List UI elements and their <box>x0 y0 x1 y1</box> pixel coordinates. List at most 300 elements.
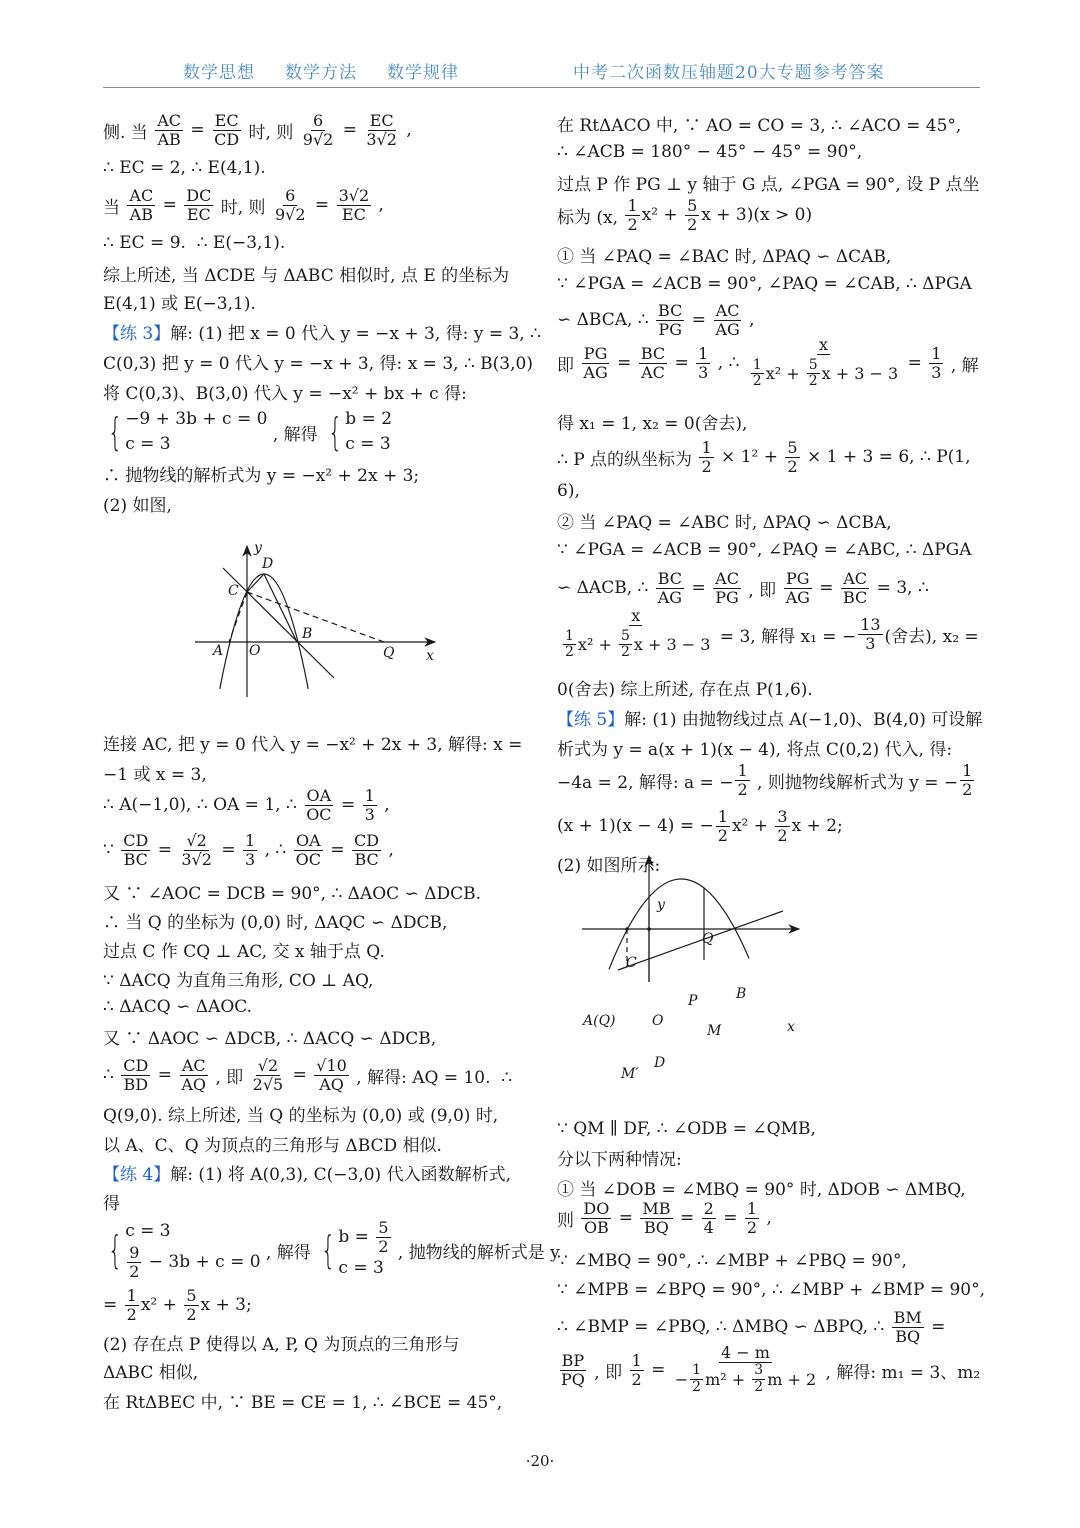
text-run: 1 <box>717 806 728 826</box>
header-topic: 数学方法 <box>285 63 357 83</box>
text-line <box>557 406 747 436</box>
text-run: 分以下两种情况: <box>557 1149 682 1170</box>
fraction <box>273 187 308 224</box>
text-run: ① 当 ∠DOB = ∠MBQ = 90° 时, ΔDOB ∽ ΔMBQ, <box>557 1179 966 1200</box>
fraction <box>125 1287 139 1324</box>
text-run: = <box>686 310 712 330</box>
denominator <box>960 781 974 799</box>
fraction <box>699 439 713 476</box>
label-d: D <box>654 1055 666 1071</box>
label-x: x <box>787 1019 795 1035</box>
text-run: 在 RtΔACO 中, ∵ AO = CO = 3, ∴ ∠ACO = 45°, <box>557 115 962 136</box>
fraction <box>656 570 684 607</box>
text-run: 0(舍去) 综上所述, 存在点 P(1,6). <box>557 679 813 700</box>
text-run: AG <box>657 587 683 607</box>
text-run: ∴ 抛物线的解析式为 y = −x² + 2x + 3; <box>103 465 420 486</box>
text-run: ∴ ∠BMP = ∠PBQ, ∴ ΔMBQ ∽ ΔBPQ, ∴ <box>557 1317 890 1337</box>
text-run: 2 <box>620 644 630 661</box>
text-run: (舍去), x₂ = <box>884 626 979 647</box>
text-run: 解: (1) 由抛物线过点 A(−1,0)、B(4,0) 可设解 <box>624 709 983 730</box>
text-run: , 即 <box>742 580 782 601</box>
text-run: 将 C(0,3)、B(3,0) 代入 y = −x² + bx + c 得: <box>103 383 467 404</box>
fraction <box>184 187 213 224</box>
numerator <box>751 358 764 375</box>
numerator <box>352 832 381 851</box>
numerator <box>841 570 869 589</box>
header-divider <box>103 87 980 88</box>
text-run: AC <box>715 300 740 320</box>
denominator <box>364 131 399 149</box>
text-line <box>557 806 843 845</box>
text-run: ∽ ΔBCA, ∴ <box>557 310 655 330</box>
text-run: 3 <box>698 362 709 382</box>
fraction <box>640 1200 672 1237</box>
text-run: (2) 如图所示: <box>557 855 661 876</box>
text-line <box>103 185 384 224</box>
denominator <box>619 645 632 661</box>
text-run: (2) 存在点 P 使得以 A, P, Q 为顶点的三角形与 <box>103 1334 460 1355</box>
text-line <box>103 785 390 824</box>
fraction <box>314 1057 349 1094</box>
numerator <box>685 197 699 216</box>
denominator <box>251 1076 286 1094</box>
label-d: D <box>262 556 274 572</box>
text-run: c = 3 <box>345 434 391 454</box>
text-run: AC <box>181 1055 206 1075</box>
text-run: = <box>215 840 241 860</box>
text-run: BC <box>123 849 148 869</box>
text-run: 2 <box>703 1198 714 1218</box>
text-run: OC <box>295 849 321 869</box>
numerator <box>180 1057 208 1076</box>
text-line <box>103 934 385 964</box>
text-line <box>103 1285 252 1324</box>
text-line <box>103 110 412 149</box>
text-run: ∵ ΔACQ 为直角三角形, CO ⊥ AQ, <box>103 970 374 991</box>
text-run: 综上所述, 当 ΔCDE 与 ΔABC 相似时, 点 E 的坐标为 <box>103 265 510 286</box>
denominator <box>317 1076 346 1094</box>
text-line <box>103 1218 560 1281</box>
fraction <box>690 1363 703 1395</box>
denominator <box>656 321 684 339</box>
text-run: ∵ <box>103 840 120 860</box>
text-line <box>103 1385 502 1415</box>
numerator <box>929 345 943 364</box>
denominator <box>125 1306 139 1324</box>
text-run: CD <box>123 1055 149 1075</box>
numerator <box>582 345 610 364</box>
exercise-tag: 【练 5】 <box>557 709 625 730</box>
text-line <box>557 1246 907 1276</box>
fraction <box>376 1219 390 1256</box>
text-run: c = 3 <box>125 434 171 454</box>
exercise-tag: 【练 3】 <box>103 323 171 344</box>
text-run: x <box>631 605 641 625</box>
numerator <box>121 832 150 851</box>
text-line <box>103 286 256 316</box>
numerator <box>619 629 632 646</box>
text-run: CD <box>214 129 240 149</box>
text-run: 时, 则 <box>215 197 271 218</box>
text-run: x + 3 − 3 <box>633 635 711 654</box>
text-run: = <box>902 353 928 373</box>
text-run: ① 当 ∠PAQ = ∠BAC 时, ΔPAQ ∽ ΔCAB, <box>557 246 892 267</box>
fraction <box>184 1287 198 1324</box>
text-run: 2 <box>787 456 798 476</box>
numerator <box>184 1287 198 1306</box>
text-run: 3 <box>931 362 942 382</box>
text-run: 1 <box>746 1198 758 1218</box>
text-run: 13 <box>860 614 881 634</box>
text-run: , 即 <box>210 1067 249 1088</box>
label-q: Q <box>383 645 395 661</box>
label-x: x <box>426 648 434 664</box>
fraction <box>685 197 699 234</box>
text-run: = <box>337 120 363 140</box>
text-run: = <box>717 1208 743 1228</box>
denominator <box>775 827 789 845</box>
text-run: Q(9,0). 综上所述, 当 Q 的坐标为 (0,0) 或 (9,0) 时, <box>103 1105 499 1126</box>
text-run: 2 <box>692 1378 702 1395</box>
text-run: 又 ∵ ΔAOC ∽ ΔDCB, ∴ ΔACQ ∽ ΔDCB, <box>103 1028 437 1049</box>
denominator <box>702 1219 716 1237</box>
text-run: BQ <box>895 1326 921 1346</box>
text-line <box>557 1343 981 1395</box>
text-run: 侧. 当 <box>103 122 154 143</box>
text-run: AC <box>157 110 182 130</box>
text-run: 1 <box>364 785 375 805</box>
text-run: − 3b + c = 0 <box>143 1252 261 1272</box>
fraction <box>559 607 712 661</box>
denominator <box>155 131 182 149</box>
text-run: = 3, ∴ <box>871 578 929 598</box>
expression <box>125 432 267 457</box>
text-run: ∴ EC = 2, ∴ E(4,1). <box>103 158 266 178</box>
fraction <box>673 1344 818 1395</box>
fraction <box>716 808 730 845</box>
label-m: M <box>707 1023 722 1039</box>
text-run: 2 <box>129 1261 140 1281</box>
text-run: c = 3 <box>338 1258 384 1279</box>
text-run: m + 2 <box>767 1369 817 1389</box>
denominator <box>179 851 214 869</box>
fraction <box>784 570 812 607</box>
text-run: , ∴ <box>712 353 745 373</box>
denominator <box>352 851 380 869</box>
fraction <box>294 832 323 869</box>
text-run: 1 <box>692 1362 702 1379</box>
text-run: 1 <box>245 830 256 850</box>
denominator <box>243 851 257 869</box>
text-line <box>557 1114 816 1144</box>
text-run: AG <box>715 319 740 339</box>
fraction <box>127 187 155 224</box>
label-b: B <box>736 986 747 1002</box>
label-o: O <box>652 1013 664 1029</box>
header-topic: 数学思想 <box>183 63 255 83</box>
text-run: 1 <box>737 760 748 780</box>
text-run: PG <box>785 568 810 588</box>
text-line <box>557 568 929 607</box>
text-run: 5 <box>186 1285 197 1305</box>
denominator <box>785 458 799 476</box>
numerator <box>716 808 730 827</box>
text-line <box>557 760 976 799</box>
denominator <box>301 131 336 149</box>
fraction <box>619 629 632 661</box>
text-line <box>103 757 207 787</box>
text-line <box>103 1157 511 1187</box>
text-line <box>557 702 982 732</box>
text-run: 2 <box>186 1304 197 1324</box>
text-run: EC <box>214 110 239 130</box>
text-run: 9√2 <box>302 129 334 149</box>
fraction <box>892 1309 924 1346</box>
text-run: 3 <box>754 1362 764 1379</box>
text-run: OB <box>583 1217 609 1237</box>
denominator <box>630 1371 644 1389</box>
text-run: × 1² + <box>715 447 784 467</box>
numerator <box>785 439 799 458</box>
numerator <box>256 1057 280 1076</box>
text-run: , <box>761 1208 772 1228</box>
text-run: = <box>613 1208 639 1228</box>
text-run: EC <box>369 110 394 130</box>
fraction <box>745 1200 759 1237</box>
text-run: 1 <box>627 195 638 215</box>
text-run: 2 <box>631 1369 642 1389</box>
text-line <box>103 963 373 993</box>
text-run: ∴ 当 Q 的坐标为 (0,0) 时, ΔAQC ∽ ΔDCB, <box>103 912 448 933</box>
numerator <box>376 1219 390 1238</box>
text-run: 3 <box>865 633 876 653</box>
numerator <box>125 1287 139 1306</box>
text-run: 1 <box>698 343 709 363</box>
text-line <box>103 346 533 376</box>
text-run: × 1 + 3 = 6, ∴ P(1, <box>801 447 971 467</box>
text-line <box>103 1021 436 1051</box>
text-run: ∴ <box>103 1065 120 1085</box>
text-line <box>103 488 172 518</box>
brace-icon: { <box>107 410 123 454</box>
text-run: , <box>743 310 755 330</box>
denominator <box>582 1219 611 1237</box>
text-run: ΔABC 相似, <box>103 1362 199 1383</box>
text-line <box>557 605 979 661</box>
numerator <box>213 112 241 131</box>
denominator <box>128 206 155 224</box>
text-line <box>557 848 660 878</box>
text-run: b = 2 <box>345 409 393 430</box>
text-line <box>103 1327 459 1357</box>
text-run: x + 3; <box>200 1295 252 1315</box>
text-run: ∴ ∠ACB = 180° − 45° − 45° = 90°, <box>557 142 863 162</box>
numerator <box>314 1057 349 1076</box>
expression <box>338 1219 392 1256</box>
text-run: 4 − m <box>720 1343 770 1363</box>
text-run: 1 <box>126 1285 137 1305</box>
brace-icon: { <box>107 1228 123 1272</box>
text-run: BM <box>893 1307 922 1327</box>
text-line <box>557 1275 985 1305</box>
text-run: AG <box>583 362 608 382</box>
fraction <box>713 302 741 339</box>
numerator <box>640 1200 672 1219</box>
numerator <box>719 1344 772 1363</box>
denominator <box>784 589 812 607</box>
text-line <box>557 476 580 506</box>
text-run: 3√2 <box>338 185 370 205</box>
text-run: 则 <box>557 1210 580 1231</box>
text-run: 2√5 <box>252 1074 284 1094</box>
text-run: = <box>686 578 712 598</box>
text-line <box>103 727 522 757</box>
expression <box>749 358 898 390</box>
text-run: 5 <box>787 437 798 457</box>
fraction <box>960 762 974 799</box>
text-run: OA <box>306 785 332 805</box>
text-line <box>557 334 979 390</box>
text-line <box>557 1142 682 1172</box>
numerator <box>625 197 639 216</box>
numerator <box>155 112 183 131</box>
text-run: DO <box>583 1198 610 1218</box>
denominator <box>656 589 684 607</box>
fraction <box>858 616 882 653</box>
expression <box>125 1244 260 1281</box>
fraction <box>630 1352 644 1389</box>
text-run: BQ <box>644 1217 669 1237</box>
denominator <box>179 1076 208 1094</box>
text-line <box>557 505 892 535</box>
text-run: ∽ ΔACB, ∴ <box>557 578 654 598</box>
text-run: = <box>152 1065 178 1085</box>
denominator <box>699 458 713 476</box>
text-run: , 即 <box>588 1362 628 1383</box>
fraction <box>751 358 764 390</box>
text-run: 得 <box>103 1193 120 1214</box>
text-line <box>103 153 266 183</box>
page-number: ·20· <box>525 1452 555 1470</box>
label-b: B <box>302 626 313 642</box>
text-run: PQ <box>561 1369 585 1389</box>
expression <box>561 629 710 661</box>
text-run: 2 <box>701 456 712 476</box>
numerator <box>311 112 325 131</box>
numerator <box>775 808 789 827</box>
text-run: −9 + 3b + c = 0 <box>125 409 268 430</box>
fraction <box>696 345 710 382</box>
numerator <box>714 302 742 321</box>
text-run: OC <box>306 804 332 824</box>
numerator <box>563 629 576 646</box>
fraction <box>301 112 336 149</box>
label-m-prime: M′ <box>621 1066 639 1082</box>
denominator <box>581 364 609 382</box>
text-run: = <box>674 1208 700 1228</box>
text-run: PG <box>583 343 608 363</box>
text-run: EC <box>186 204 211 224</box>
numerator <box>690 1363 703 1380</box>
denominator <box>642 1219 671 1237</box>
numerator <box>656 570 684 589</box>
numerator <box>656 302 684 321</box>
text-run: 2 <box>746 1217 758 1237</box>
text-run: BC <box>354 849 379 869</box>
denominator <box>625 216 639 234</box>
text-run: 6), <box>557 481 580 501</box>
text-line <box>557 535 972 565</box>
text-run: 2 <box>754 1378 764 1395</box>
text-run: √2 <box>257 1055 279 1075</box>
text-run: ∴ ΔACQ ∽ ΔAOC. <box>103 997 253 1017</box>
text-run: = <box>157 195 183 215</box>
denominator <box>376 1238 390 1256</box>
numerator <box>784 570 812 589</box>
text-run: 2 <box>962 779 973 799</box>
text-run: 1 <box>631 1350 642 1370</box>
fraction <box>841 570 869 607</box>
denominator <box>685 216 699 234</box>
text-run: x + 3)(x > 0) <box>701 205 813 225</box>
text-line <box>103 1128 442 1158</box>
denominator <box>747 355 900 390</box>
fraction <box>752 1363 765 1395</box>
text-line <box>103 228 285 258</box>
text-run: 析式为 y = a(x + 1)(x − 4), 将点 C(0,2) 代入, 得: <box>557 739 953 760</box>
text-run: , <box>400 120 412 140</box>
text-run: DC <box>186 185 212 205</box>
text-run: x² + <box>577 635 617 654</box>
text-run: 6 <box>312 110 324 130</box>
fraction <box>563 629 576 661</box>
text-run: 1 <box>931 343 942 363</box>
text-line <box>103 1186 120 1216</box>
text-run: OA <box>295 830 321 850</box>
numerator <box>696 345 710 364</box>
text-line <box>103 830 394 869</box>
text-run: 5 <box>378 1218 389 1238</box>
numerator <box>702 1200 716 1219</box>
denominator <box>696 364 710 382</box>
equation-system <box>103 407 267 456</box>
text-run: 2 <box>737 779 748 799</box>
text-run: 2 <box>565 644 574 661</box>
text-run: = <box>185 120 211 140</box>
numerator <box>858 616 882 635</box>
numerator <box>892 1309 924 1328</box>
text-run: = <box>152 840 178 860</box>
line-db <box>618 911 783 970</box>
text-run: = 3, 解得 x₁ = − <box>714 626 857 647</box>
denominator <box>127 1263 141 1281</box>
text-line <box>103 905 447 935</box>
label-y: y <box>657 897 665 913</box>
header-topics <box>183 58 489 83</box>
denominator <box>212 131 241 149</box>
line-cb <box>223 568 334 678</box>
text-run: BC <box>658 300 683 320</box>
text-run: , 解得 <box>267 424 324 445</box>
text-run: ∵ ∠PGA = ∠ACB = 90°, ∠PAQ = ∠ABC, ∴ ΔPGA <box>557 540 972 560</box>
line-db <box>264 574 297 642</box>
fraction <box>212 112 241 149</box>
text-run: 3√2 <box>181 849 212 869</box>
denominator <box>751 374 764 390</box>
numerator <box>363 787 377 806</box>
text-run: , <box>373 195 384 215</box>
text-run: = <box>813 578 839 598</box>
